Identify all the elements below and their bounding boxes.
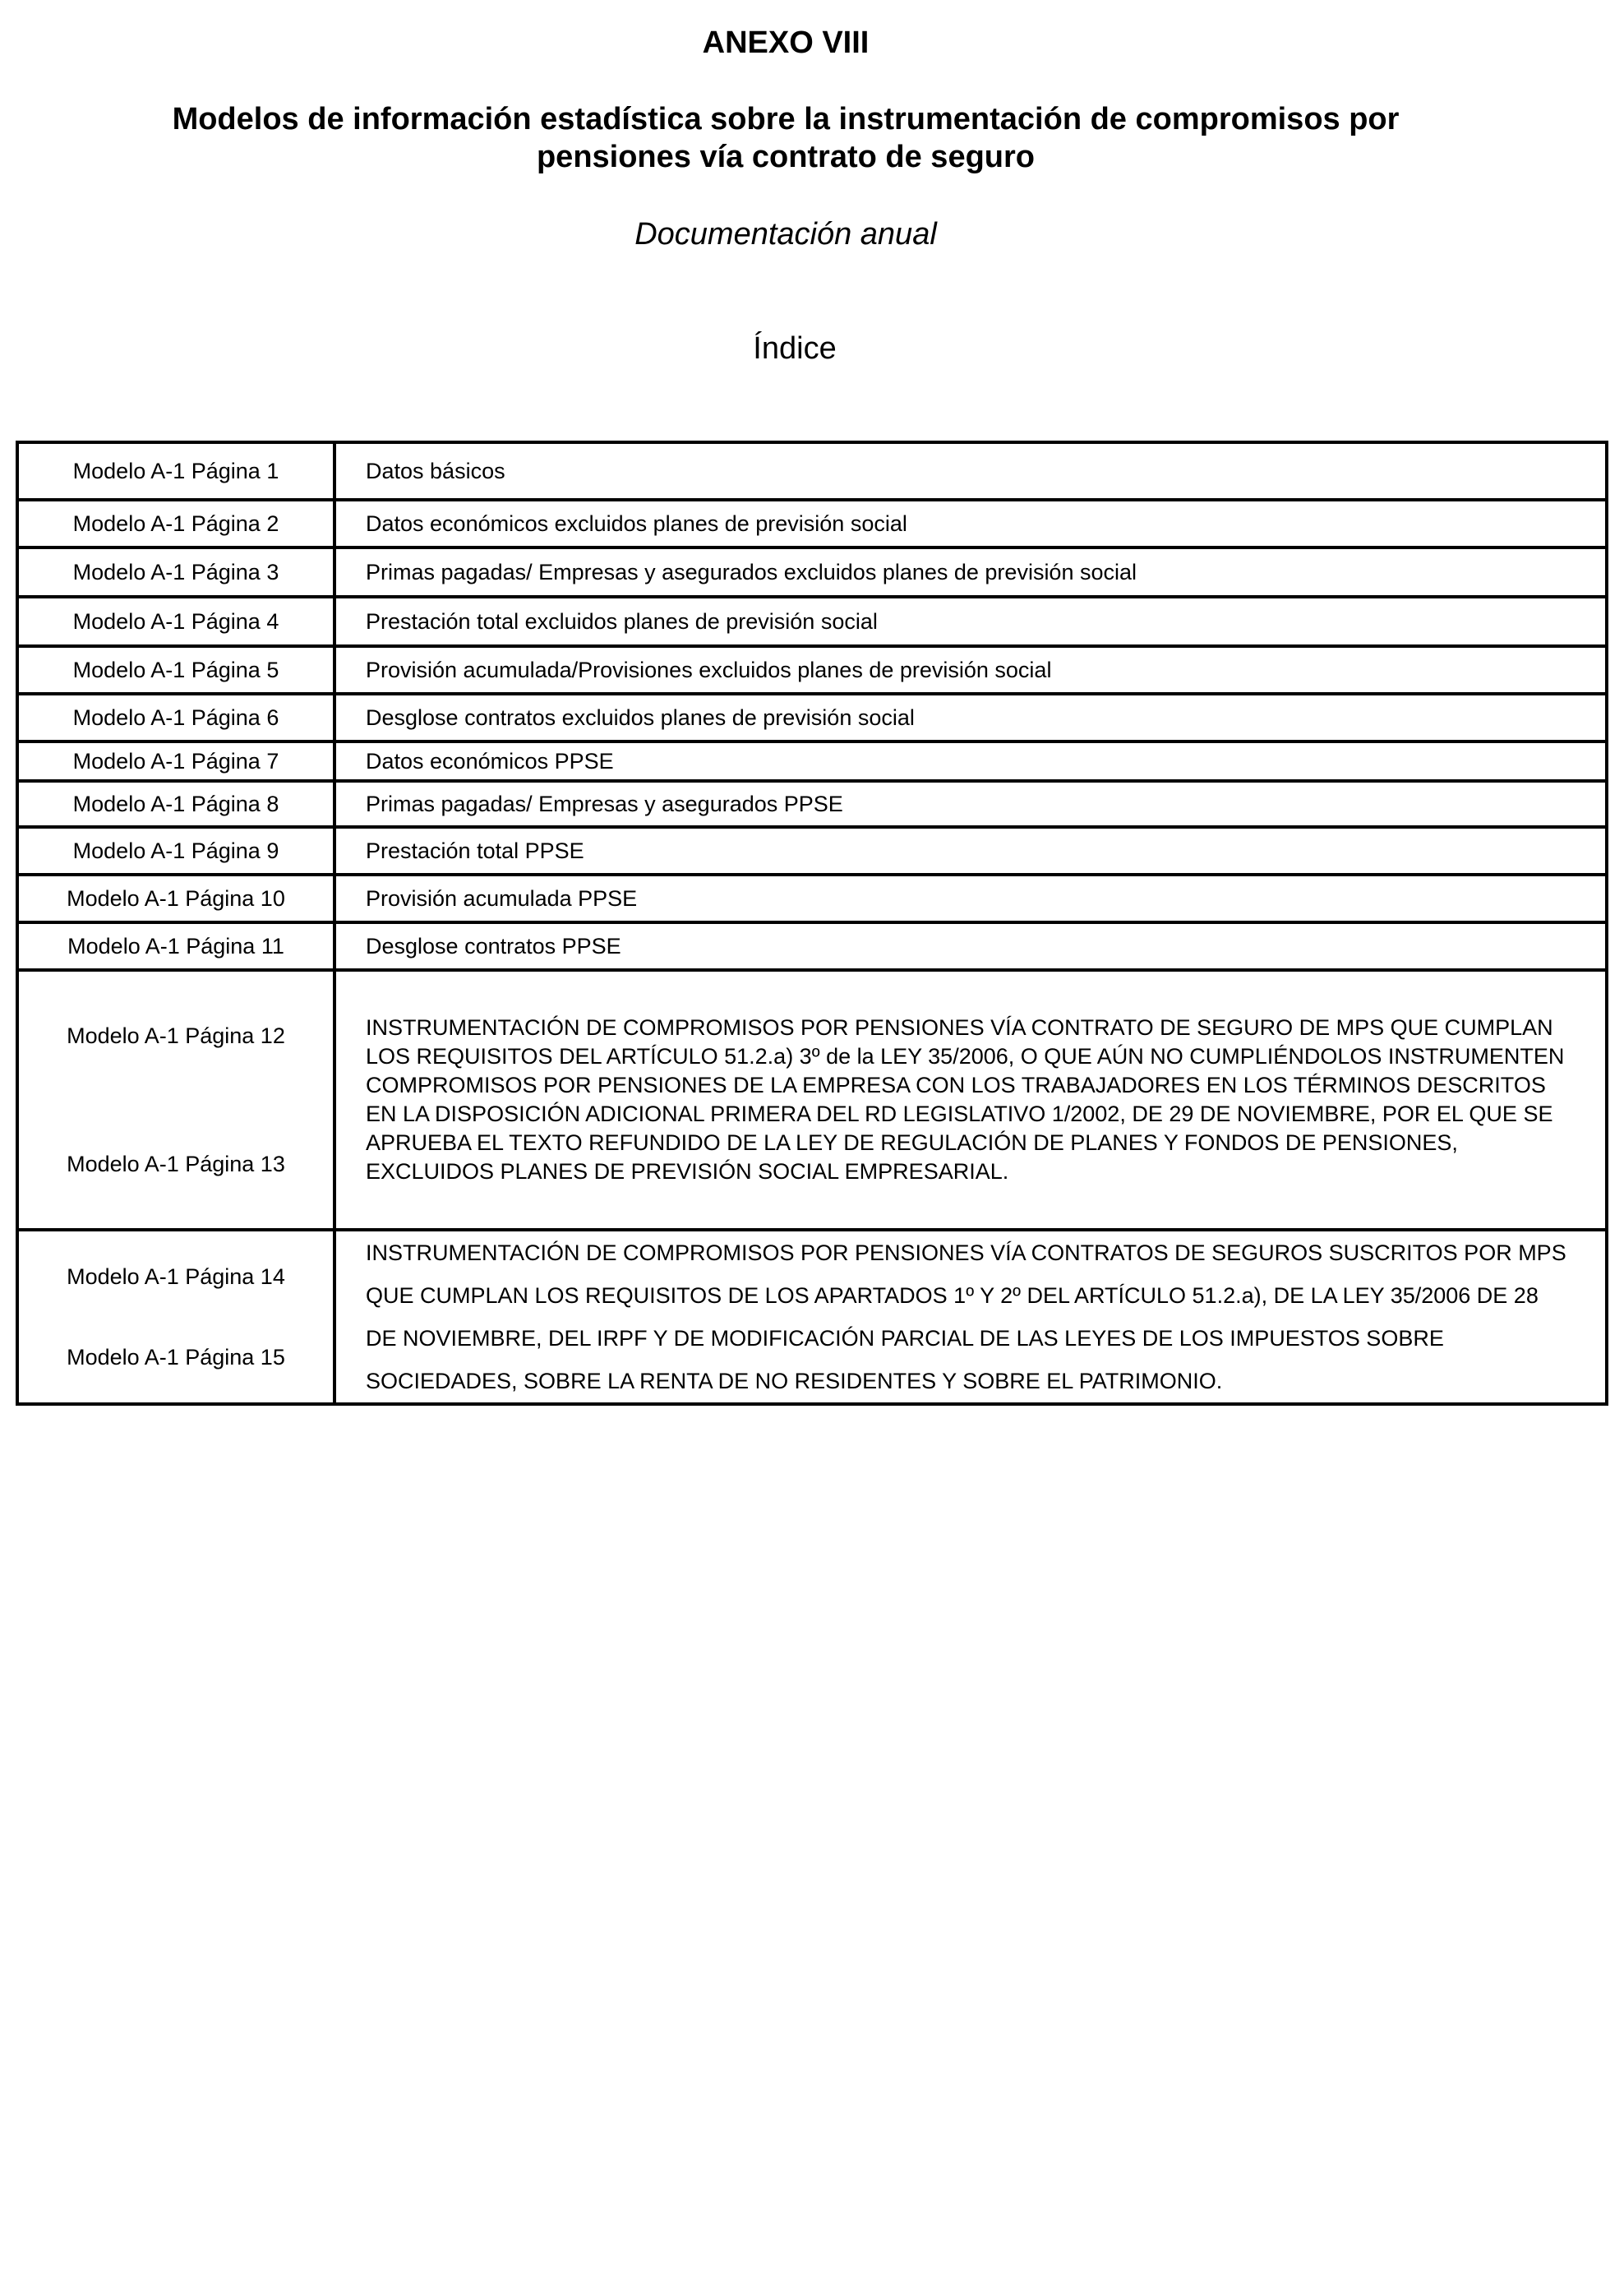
document-title-line-2: pensiones vía contrato de seguro: [536, 140, 1036, 174]
description-cell: Datos económicos PPSE: [334, 741, 1607, 781]
table-row: [17, 547, 1607, 597]
model-cell: Modelo A-1 Página 6: [17, 694, 334, 741]
index-heading: Índice: [753, 331, 837, 366]
model-label: Modelo A-1 Página 15: [67, 1345, 285, 1370]
model-label: Modelo A-1 Página 12: [67, 1023, 285, 1048]
description-cell: Primas pagadas/ Empresas y asegurados PPSE: [334, 781, 1607, 827]
model-label: Modelo A-1 Página 14: [67, 1264, 285, 1289]
model-stack: [19, 1236, 333, 1397]
description-cell: Datos económicos excluidos planes de previsión social: [334, 500, 1607, 547]
model-cell: Modelo A-1 Página 4: [17, 597, 334, 646]
description-cell: Provisión acumulada PPSE: [334, 875, 1607, 922]
model-cell: Modelo A-1 Página 2: [17, 500, 334, 547]
model-cell: Modelo A-1 Página 7: [17, 741, 334, 781]
model-cell: Modelo A-1 Página 10: [17, 875, 334, 922]
description-cell: INSTRUMENTACIÓN DE COMPROMISOS POR PENSIONES VÍA CONTRATOS DE SEGUROS SUSCRITOS POR MPS QUE CUMPLAN LOS REQUISITOS DE LOS APARTADOS 1º Y 2º DEL ARTÍCULO 51.2.a), DE LA LEY 35/2006 DE 28 DE NOVIEMBRE, DEL IRPF Y DE MODIFICACIÓN PARCIAL DE LAS LEYES DE LOS IMPUESTOS SOBRE SOCIEDADES, SOBRE LA RENTA DE NO RESIDENTES Y SOBRE EL PATRIMONIO.: [334, 1230, 1607, 1404]
table-row: [17, 646, 1607, 694]
table-row: [17, 781, 1607, 827]
table-row-group-b: [17, 1230, 1607, 1404]
table-row: [17, 875, 1607, 922]
document-title-line-1: Modelos de información estadística sobre la instrumentación de compromisos por: [172, 102, 1400, 136]
description-cell: Provisión acumulada/Provisiones excluidos planes de previsión social: [334, 646, 1607, 694]
model-stack: [19, 972, 333, 1228]
model-cell-group: [17, 1230, 334, 1404]
description-cell: INSTRUMENTACIÓN DE COMPROMISOS POR PENSIONES VÍA CONTRATO DE SEGURO DE MPS QUE CUMPLAN LOS REQUISITOS DEL ARTÍCULO 51.2.a) 3º de la LEY 35/2006, O QUE AÚN NO CUMPLIÉNDOLOS INSTRUMENTEN COMPROMISOS POR PENSIONES DE LA EMPRESA CON LOS TRABAJADORES EN LOS TÉRMINOS DESCRITOS EN LA DISPOSICIÓN ADICIONAL PRIMERA DEL RD LEGISLATIVO 1/2002, DE 29 DE NOVIEMBRE, POR EL QUE SE APRUEBA EL TEXTO REFUNDIDO DE LA LEY DE REGULACIÓN DE PLANES Y FONDOS DE PENSIONES, EXCLUIDOS PLANES DE PREVISIÓN SOCIAL EMPRESARIAL.: [334, 970, 1607, 1230]
model-cell: Modelo A-1 Página 1: [17, 442, 334, 500]
model-cell: Modelo A-1 Página 8: [17, 781, 334, 827]
description-cell: Prestación total excluidos planes de previsión social: [334, 597, 1607, 646]
document-subtitle: Documentación anual: [634, 217, 937, 252]
table-row: [17, 741, 1607, 781]
description-cell: Primas pagadas/ Empresas y asegurados excluidos planes de previsión social: [334, 547, 1607, 597]
table-row: [17, 827, 1607, 875]
document-title: [0, 100, 1571, 176]
table-row-group-a: [17, 970, 1607, 1230]
model-cell: Modelo A-1 Página 3: [17, 547, 334, 597]
model-cell: Modelo A-1 Página 5: [17, 646, 334, 694]
model-cell-group: [17, 970, 334, 1230]
model-label: Modelo A-1 Página 13: [67, 1152, 285, 1176]
table-row: [17, 922, 1607, 970]
description-cell: Desglose contratos PPSE: [334, 922, 1607, 970]
table-row: [17, 442, 1607, 500]
table-row: [17, 597, 1607, 646]
table-row: [17, 694, 1607, 741]
model-cell: Modelo A-1 Página 9: [17, 827, 334, 875]
table-row: [17, 500, 1607, 547]
description-cell: Prestación total PPSE: [334, 827, 1607, 875]
index-table: [16, 441, 1608, 1406]
description-cell: Desglose contratos excluidos planes de previsión social: [334, 694, 1607, 741]
annex-title: ANEXO VIII: [702, 25, 870, 60]
description-cell: Datos básicos: [334, 442, 1607, 500]
model-cell: Modelo A-1 Página 11: [17, 922, 334, 970]
